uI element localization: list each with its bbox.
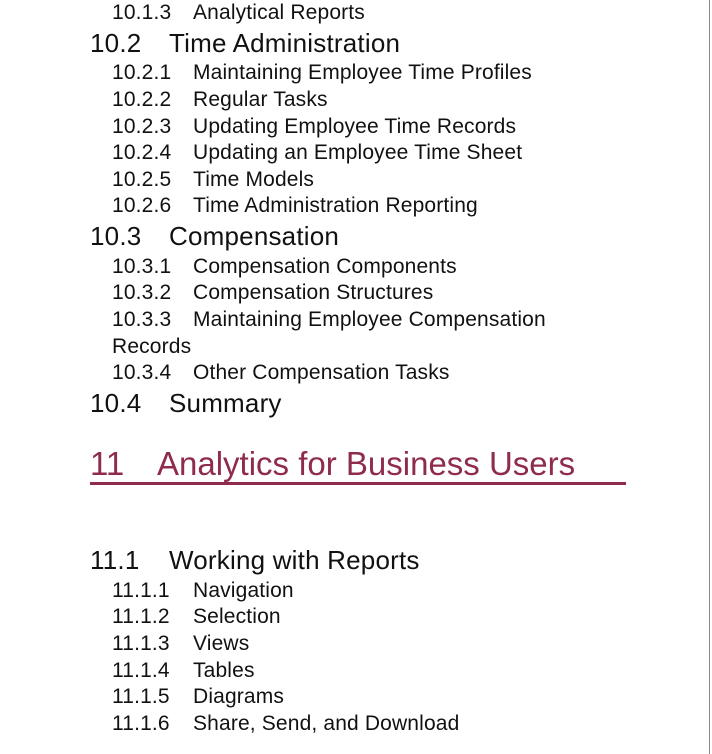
toc-entry-number: 10.2 <box>90 28 142 58</box>
toc-entry-11-1-1[interactable] <box>112 580 294 601</box>
toc-entry-title: Updating Employee Time Records <box>193 115 517 138</box>
toc-entry-number: 11.1.4 <box>112 659 170 682</box>
toc-entry-title: Time Administration <box>169 28 401 58</box>
toc-entry-number: 10.2.6 <box>112 194 172 217</box>
toc-entry-10-3-2[interactable] <box>112 282 433 303</box>
toc-entry-title: Diagrams <box>193 685 285 708</box>
toc-entry-number: 10.3 <box>90 221 142 251</box>
toc-entry-10-3-3[interactable] <box>112 309 546 330</box>
toc-entry-10-2-4[interactable] <box>112 142 522 163</box>
toc-entry-title: Regular Tasks <box>193 88 328 111</box>
toc-entry-number: 10.3.1 <box>112 255 172 278</box>
toc-entry-number: 10.1.3 <box>112 1 172 24</box>
toc-entry-10-2-2[interactable] <box>112 89 328 110</box>
toc-chapter-title: Analytics for Business Users <box>157 445 576 482</box>
toc-entry-title: Maintaining Employee Time Profiles <box>193 61 532 84</box>
toc-entry-number: 10.2.2 <box>112 88 172 111</box>
toc-chapter-number: 11 <box>90 445 125 482</box>
toc-entry-title: Time Administration Reporting <box>193 194 478 217</box>
toc-entry-title: Compensation Components <box>193 255 457 278</box>
toc-entry-11-1-3[interactable] <box>112 633 249 654</box>
toc-entry-title: Other Compensation Tasks <box>193 361 450 384</box>
toc-entry-10-2-5[interactable] <box>112 169 314 190</box>
toc-entry-title: Views <box>193 632 250 655</box>
toc-entry-10-2-3[interactable] <box>112 116 516 137</box>
toc-entry-10-2-6[interactable] <box>112 195 478 216</box>
toc-entry-title: Tables <box>193 659 255 682</box>
toc-entry-title: Updating an Employee Time Sheet <box>193 141 523 164</box>
page-edge-border <box>709 0 710 754</box>
toc-entry-10-2-1[interactable] <box>112 62 532 83</box>
toc-entry-11-1[interactable] <box>90 547 420 573</box>
toc-entry-10-4[interactable] <box>90 390 282 416</box>
toc-entry-title: Analytical Reports <box>193 1 365 24</box>
toc-entry-number: 10.4 <box>90 388 142 418</box>
toc-entry-number: 10.2.4 <box>112 141 172 164</box>
toc-entry-title: Share, Send, and Download <box>193 712 460 735</box>
chapter-underline <box>90 482 626 485</box>
toc-entry-number: 10.3.4 <box>112 361 172 384</box>
toc-entry-number: 10.2.3 <box>112 115 172 138</box>
toc-entry-title: Time Models <box>193 168 315 191</box>
toc-chapter-11[interactable] <box>90 447 575 480</box>
toc-entry-11-1-6[interactable] <box>112 713 459 734</box>
toc-entry-title: Selection <box>193 605 281 628</box>
toc-entry-number: 11.1.1 <box>112 579 170 602</box>
toc-entry-title: Working with Reports <box>169 545 420 575</box>
toc-entry-number: 11.1.6 <box>112 712 170 735</box>
toc-entry-title: Compensation <box>169 221 340 251</box>
toc-entry-10-2[interactable] <box>90 30 400 56</box>
toc-entry-number: 11.1.5 <box>112 685 170 708</box>
toc-entry-number: 10.3.3 <box>112 308 172 331</box>
toc-entry-10-3-3-continuation[interactable]: Records <box>112 335 192 358</box>
toc-entry-10-3-4[interactable] <box>112 362 450 383</box>
toc-entry-10-1-3[interactable] <box>112 2 365 23</box>
toc-entry-10-3-1[interactable] <box>112 256 457 277</box>
toc-entry-title: Maintaining Employee Compensation <box>193 308 546 331</box>
toc-entry-number: 11.1.3 <box>112 632 170 655</box>
toc-entry-number: 10.3.2 <box>112 281 172 304</box>
toc-entry-number: 11.1.2 <box>112 605 170 628</box>
toc-entry-11-1-2[interactable] <box>112 606 281 627</box>
toc-entry-title: Compensation Structures <box>193 281 434 304</box>
toc-entry-title: Navigation <box>193 579 294 602</box>
toc-entry-11-1-5[interactable] <box>112 686 284 707</box>
toc-entry-11-1-4[interactable] <box>112 660 255 681</box>
toc-entry-title: Summary <box>169 388 282 418</box>
toc-entry-10-3[interactable] <box>90 223 339 249</box>
toc-entry-number: 10.2.5 <box>112 168 172 191</box>
toc-entry-number: 10.2.1 <box>112 61 172 84</box>
toc-entry-number: 11.1 <box>90 545 140 575</box>
